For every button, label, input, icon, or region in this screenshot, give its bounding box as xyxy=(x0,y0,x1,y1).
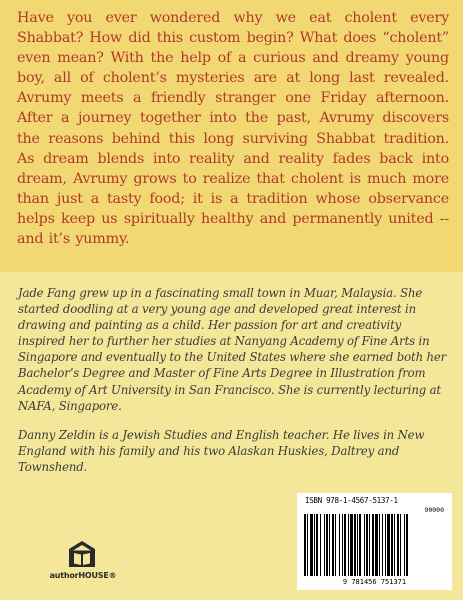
illustrator-bio: Jade Fang grew up in a fascinating small town in Muar, Malaysia. She started doodling at a very young age and developed great interest in drawing and painting as a child. Her passion for art and creativity inspired her to further her studies at Nanyang Academy of Fine Arts in Singapore and eventually to the United States where she earned both her Bachelor’s Degree and Master of Fine Arts Degree in Illustration from Academy of Art University in San Francisco. She is currently lecturing at NAFA, Singapore. xyxy=(18,286,447,413)
barcode-bars xyxy=(304,514,444,576)
publisher-name: authorHOUSE® xyxy=(49,571,117,580)
author-bio: Danny Zeldin is a Jewish Studies and English teacher. He lives in New England with his family and his two Alaskan Huskies, Daltrey and Townshend. xyxy=(18,428,425,475)
synopsis-text: Have you ever wondered why we eat cholent every Shabbat? How did this custom begin? What does “cholent” even mean? With the help of a curious and dreamy young boy, all of cholent’s mysteries are at long last revealed. Avrumy meets a friendly stranger one Friday afternoon. After a journey together into the past, Avrumy discovers the reasons behind this long surviving Shabbat tradition. As dream blends into reality and reality fades back into dream, Avrumy grows to realize that cholent is much more than just a tasty food; it is a tradition whose observance helps keep us spiritually healthy and permanently united -- and it’s yummy. xyxy=(17,10,449,248)
isbn-label: ISBN 978-1-4567-5137-1 xyxy=(305,496,398,505)
barcode xyxy=(297,493,452,590)
price-code: 90000 xyxy=(424,506,444,514)
book-house-icon xyxy=(68,540,96,568)
synopsis-panel xyxy=(0,0,463,272)
barcode-digits: 9 781456 751371 xyxy=(342,578,407,586)
publisher-logo xyxy=(48,540,118,590)
